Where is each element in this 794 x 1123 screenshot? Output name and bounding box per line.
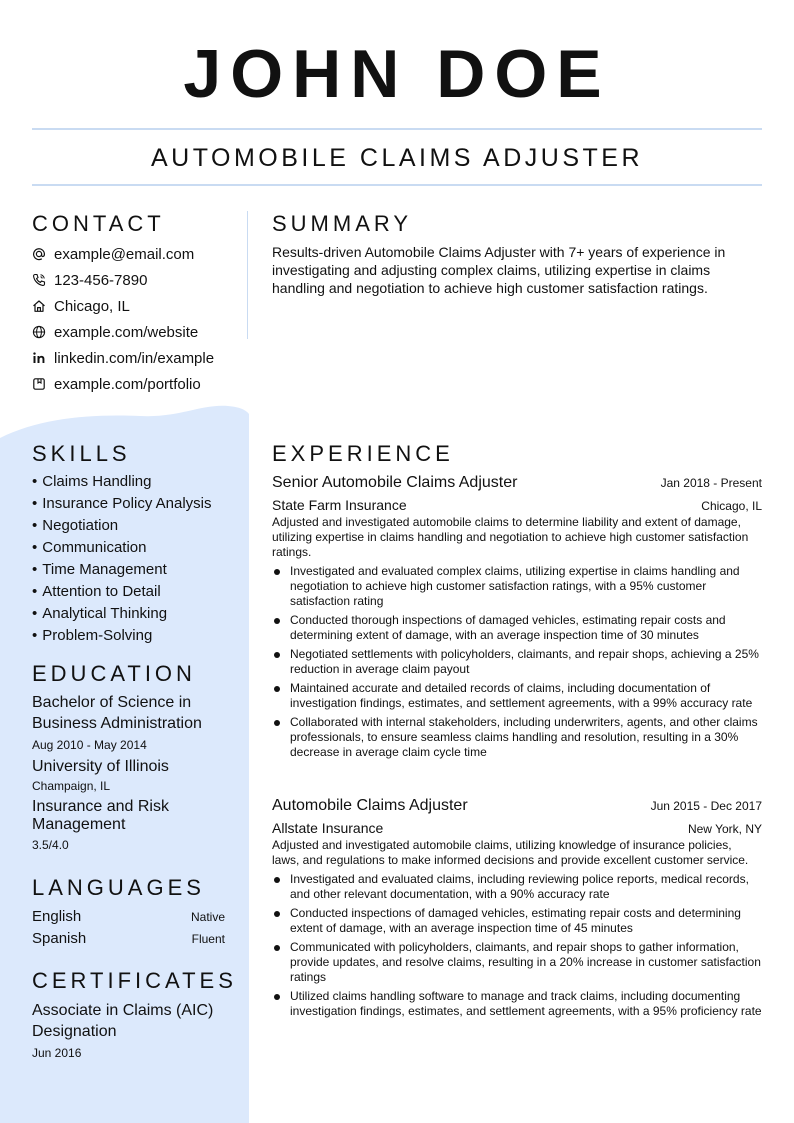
languages-heading: LANGUAGES: [32, 875, 205, 900]
skill-item: • Communication: [32, 537, 212, 559]
skill-item: • Claims Handling: [32, 471, 212, 493]
job-title-text: Senior Automobile Claims Adjuster: [272, 474, 518, 491]
job-dates: Jun 2015 - Dec 2017: [650, 799, 762, 813]
header-rule-bottom: [32, 184, 762, 186]
column-divider: [247, 211, 248, 339]
skill-item: • Analytical Thinking: [32, 603, 212, 625]
education-dates: Aug 2010 - May 2014: [32, 738, 147, 752]
certificate-entry: [32, 1000, 237, 1061]
job-bullets: [272, 872, 762, 1019]
contact-email[interactable]: [32, 241, 214, 267]
contact-portfolio[interactable]: [32, 371, 214, 397]
certificate-date: Jun 2016: [32, 1046, 82, 1060]
education-gpa: 3.5/4.0: [32, 838, 69, 852]
contact-website-text: example.com/website: [54, 323, 199, 341]
job-bullet: Investigated and evaluated complex claims, utilizing expertise in claims handling and negotiation to achieve high customer satisfaction ratings, with a 95% customer satisfaction rating: [272, 564, 762, 609]
job-title: AUTOMOBILE CLAIMS ADJUSTER: [150, 144, 643, 172]
education-entry: [32, 692, 237, 853]
job-bullets: [272, 564, 762, 760]
language-row: [32, 928, 225, 950]
language-level: Fluent: [191, 932, 225, 946]
contact-linkedin[interactable]: [32, 345, 214, 371]
education-major: Insurance and Risk Management: [32, 798, 169, 833]
job-dates: Jan 2018 - Present: [660, 476, 762, 490]
certificates-heading: CERTIFICATES: [32, 968, 237, 993]
job-bullet: Conducted thorough inspections of damaged vehicles, estimating repair costs and determining extent of damage, with an average inspection time of 30 minutes: [272, 613, 762, 643]
job-bullet: Conducted inspections of damaged vehicles, estimating repair costs and determining extent of damage, with an average inspection time of 45 minutes: [272, 906, 762, 936]
skill-item: • Insurance Policy Analysis: [32, 493, 212, 515]
certificate-name: Associate in Claims (AIC) Designation: [32, 1002, 214, 1040]
phone-icon: [32, 273, 54, 287]
job-bullet: Collaborated with internal stakeholders, including underwriters, agents, and other claims professionals, to ensure seamless claims handling and resolution, resulting in a 30% decrease in average claim cycle time: [272, 715, 762, 760]
home-icon: [32, 299, 54, 313]
job-bullet: Communicated with policyholders, claimants, and repair shops to gather information, provide updates, and resolve claims, resulting in a 20% increase in customer satisfaction ratings: [272, 940, 762, 985]
contact-phone-text: 123-456-7890: [54, 271, 148, 289]
portfolio-icon: [32, 377, 54, 391]
job-company: State Farm Insurance: [272, 497, 407, 513]
education-location: Champaign, IL: [32, 779, 111, 793]
contact-location-text: Chicago, IL: [54, 297, 130, 315]
job-entry: [272, 795, 762, 1023]
globe-icon: [32, 325, 54, 339]
job-location: New York, NY: [687, 822, 762, 836]
skills-heading: SKILLS: [32, 441, 131, 466]
summary-text: Results-driven Automobile Claims Adjuster with 7+ years of experience in investigating and adjusting complex claims, utilizing expertise in claims handling and negotiation to achieve high customer satisfaction ratings.: [272, 244, 726, 296]
job-company: Allstate Insurance: [272, 820, 384, 836]
experience-heading: EXPERIENCE: [272, 441, 454, 466]
education-degree: Bachelor of Science in Business Administration: [32, 694, 202, 732]
job-bullet: Maintained accurate and detailed records of claims, including documentation of investigation findings, estimates, and settlement agreements, with a 99% accuracy rate: [272, 681, 762, 711]
languages-list: [32, 906, 225, 950]
contact-location: [32, 293, 214, 319]
contact-list: [32, 241, 214, 397]
contact-portfolio-text: example.com/portfolio: [54, 375, 201, 393]
candidate-name: JOHN DOE: [183, 36, 611, 112]
job-bullet: Utilized claims handling software to manage and track claims, including documenting investigation findings, estimates, and settlement agreements, with a 95% proficiency rate: [272, 989, 762, 1019]
language-name: Spanish: [32, 930, 87, 947]
header-rule-top: [32, 128, 762, 130]
job-title-text: Automobile Claims Adjuster: [272, 797, 468, 814]
contact-heading: CONTACT: [32, 211, 165, 236]
language-level: Native: [190, 910, 225, 924]
education-heading: EDUCATION: [32, 661, 196, 686]
job-location: Chicago, IL: [701, 499, 762, 513]
contact-linkedin-text: linkedin.com/in/example: [54, 349, 215, 367]
skill-item: • Time Management: [32, 559, 212, 581]
skill-item: • Attention to Detail: [32, 581, 212, 603]
job-bullet: Negotiated settlements with policyholders, claimants, and repair shops, achieving a 25% reduction in average claim payout: [272, 647, 762, 677]
linkedin-icon: [32, 351, 54, 365]
summary-heading: SUMMARY: [272, 211, 413, 236]
education-school: University of Illinois: [32, 758, 169, 775]
skills-list: [32, 471, 212, 647]
language-row: [32, 906, 225, 928]
job-bullet: Investigated and evaluated claims, including reviewing police reports, medical records, and other relevant documentation, with a 90% accuracy rate: [272, 872, 762, 902]
at-icon: [32, 247, 54, 261]
job-description: Adjusted and investigated automobile claims to determine liability and extent of damage, utilizing expertise in claims handling and negotiation to achieve high customer satisfaction ratings.: [272, 515, 749, 559]
contact-website[interactable]: [32, 319, 214, 345]
contact-email-text: example@email.com: [54, 245, 195, 263]
job-description: Adjusted and investigated automobile claims, utilizing knowledge of insurance policies, laws, and regulations to make informed decisions and provide excellent customer service.: [272, 838, 749, 867]
skill-item: • Problem-Solving: [32, 625, 212, 647]
contact-phone[interactable]: [32, 267, 214, 293]
language-name: English: [32, 908, 82, 925]
job-entry: [272, 472, 762, 764]
skill-item: • Negotiation: [32, 515, 212, 537]
